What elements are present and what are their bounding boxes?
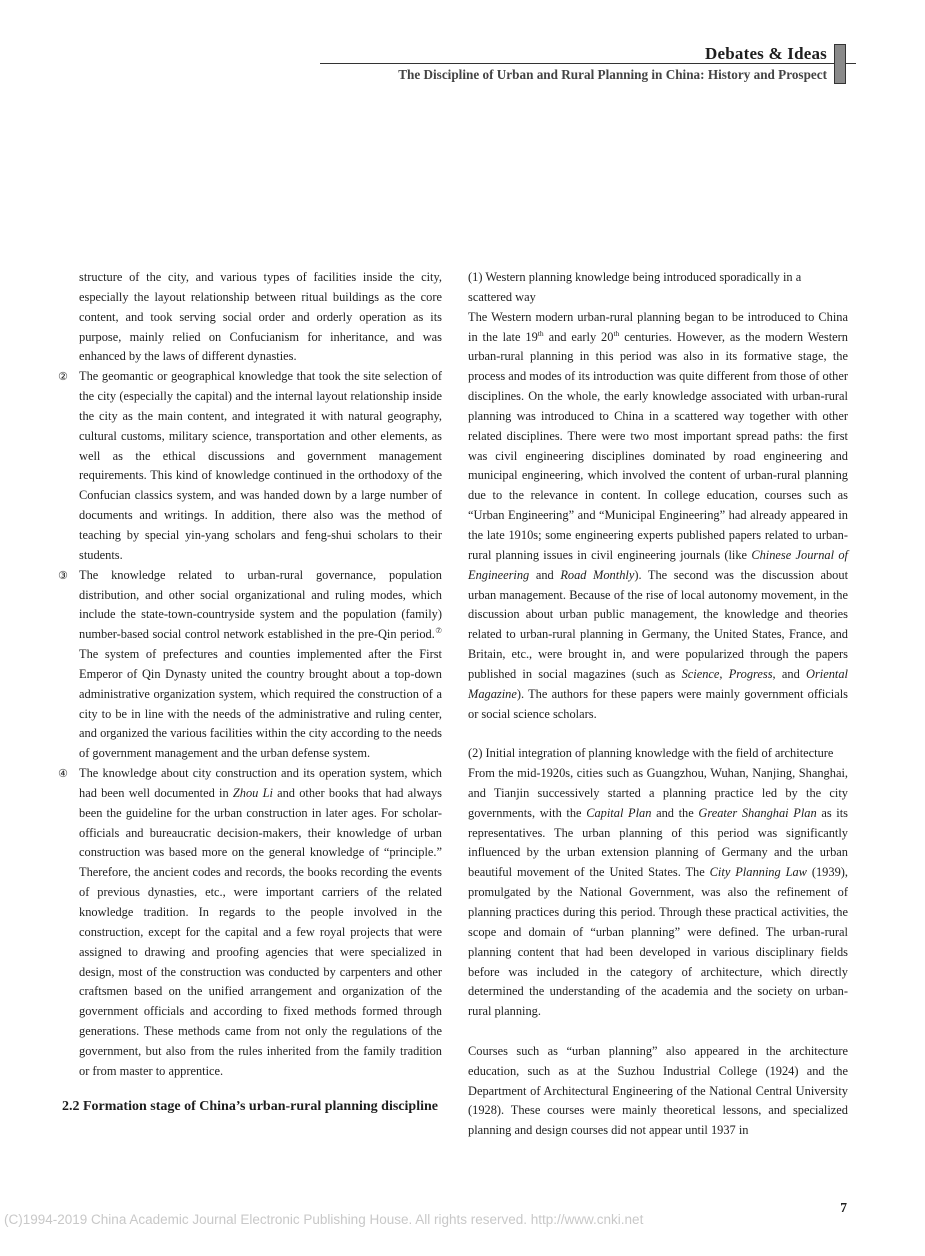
book-title: Zhou Li [232,785,273,800]
law-title: City Planning Law [709,865,807,880]
list-item-text: The system of prefectures and counties implemented after the First Emperor of Qin Dynasty united the country brought about a top-down administrative organization system, which required the construction of a city to be in line with the needs of the administrative and ruling center, and organized the various facilities within the city according to the needs of government management and the urban defense system. [79,647,442,761]
paragraph-gap [468,724,848,744]
list-item-4 [58,764,443,1082]
subsection-heading-1: (1) Western planning knowledge being introduced sporadically in a scattered way [468,270,802,304]
paragraph: Courses such as “urban planning” also appeared in the architecture education, such as at the Suzhou Industrial College (1924) and the Department of Architectural Engineering of the National Central University (1928). These courses were mainly theoretical lessons, and specialized planning and design courses did not appear until 1937 in [468,1043,848,1138]
journal-section-title: Debates & Ideas [705,44,827,63]
footnote-ref[interactable]: ⑦ [434,626,442,636]
list-item-3 [58,566,442,764]
list-number: ④ [58,767,68,781]
magazine-title: Science, Progress, [681,666,776,681]
continued-paragraph: structure of the city, and various types of facilities inside the city, especially the layout relationship between ritual buildings as the core content, and took serving social order and orderly operation as its purpose, mainly relied on Confucianism for inheritance, and was enhanced by the laws of different dynasties. [79,270,442,364]
article-running-title: The Discipline of Urban and Rural Planning in China: History and Prospect [398,67,827,82]
header-rule [320,63,856,64]
page-number: 7 [840,1200,847,1215]
list-item-text: The knowledge about city construction and its operation system, which had been well documented in [79,766,442,800]
plan-title: Greater Shanghai Plan [698,805,817,820]
list-number: ③ [58,568,68,582]
right-column [468,268,848,1141]
journal-title: Road Monthly [560,567,635,582]
paragraph-gap [468,1022,848,1042]
plan-title: Capital Plan [586,805,652,820]
left-column [58,268,443,1116]
subsection-heading-2: (2) Initial integration of planning knowledge with the field of architecture [468,746,834,761]
list-item-2 [58,367,442,565]
copyright-watermark: (C)1994-2019 China Academic Journal Electronic Publishing House. All rights reserved. http://www.cnki.net [4,1212,644,1227]
section-marker-block [834,44,846,84]
magazine-title: Oriental Magazine [468,666,849,701]
list-item-text: The geomantic or geographical knowledge that took the site selection of the city (especially the capital) and the internal layout relationship inside the city as the main content, and integrated it with natural geography, cultural customs, military science, transportation and other elements, as well as the ethical discussions and government management requirements. This kind of knowledge continued in the orthodoxy of the Confucian classics system, and was handed down by a large number of documents and writings. In addition, there also was the method of teaching by special yin-yang scholars and feng-shui scholars to their students. [79,369,442,562]
list-item-text: and other books that had always been the guideline for the urban construction in later ages. For scholar-officials and bureaucratic decision-makers, their knowledge of urban construction was based more on the general knowledge of “principle.” Therefore, the ancient codes and records, the books recording the events of previous dynasties, etc., were important carriers of the related knowledge tradition. In regards to the people involved in the construction, except for the capital and a few royal projects that were assigned to drawing and proofing agencies that were specialized in design, most of the construction was conducted by carpenters and other craftsmen based on the unified arrangement and organization of the government officials and according to fixed methods formed through generations. These methods came from not only the regulations of the government, but also from the rules inherited from the family tradition or from master to apprentice. [79,785,443,1078]
journal-title: Chinese Journal of Engineering [468,547,848,582]
list-number: ② [58,370,68,384]
paragraph: The Western modern urban-rural planning began to be introduced to China in the late 19th and early 20th centuries. However, as the modern Western urban-rural planning in this period was also in its formative stage, the process and modes of its introduction was quite different from those of other disciplines. On the whole, the early knowledge associated with urban-rural planning was introduced to China in a scattered way together with other related disciplines. There were two most important spread paths: the first was civil engineering disciplines dominated by road engineering and municipal engineering, which involved the content of urban-rural planning due to the relevance in content. In college education, courses such as “Urban Engineering” and “Municipal Engineering” had already appeared in the late 1910s; some engineering experts published papers related to urban-rural planning issues in civil engineering journals (like Chinese Journal of Engineering and Road Monthly). The second was the discussion about urban management. Because of the rise of local autonomy movement, in the discussion about urban public management, the knowledge and theories related to urban-rural planning in Germany, the United States, France, and Britain, etc., were brought in, and were popularized through the papers published in social magazines (such as Science, Progress, and Oriental Magazine). The authors for these papers were mainly government officials or social science scholars. [468,309,849,721]
list-item-text: The knowledge related to urban-rural governance, population distribution, and other social organizational and ruling modes, which include the state-town-countryside system and the population (family) number-based social control network established in the pre-Qin period. [79,567,442,642]
paragraph: From the mid-1920s, cities such as Guangzhou, Wuhan, Nanjing, Shanghai, and Tianjin successively started a planning practice led by the city governments, with the Capital Plan and the Greater Shanghai Plan as its representatives. The urban planning of this period was significantly influenced by the urban extension planning of Germany and the urban beautiful movement of the United States. The City Planning Law (1939), promulgated by the National Government, was also the refinement of planning practices during this period. Through these practical activities, the scope and domain of “urban planning” were defined. The urban-rural planning content that had been developed in various disciplinary fields before was included in the category of architecture, which directly determined the understanding of the academia and the society on urban-rural planning. [468,766,849,1019]
section-heading: 2.2 Formation stage of China’s urban-rural planning discipline [62,1098,438,1114]
